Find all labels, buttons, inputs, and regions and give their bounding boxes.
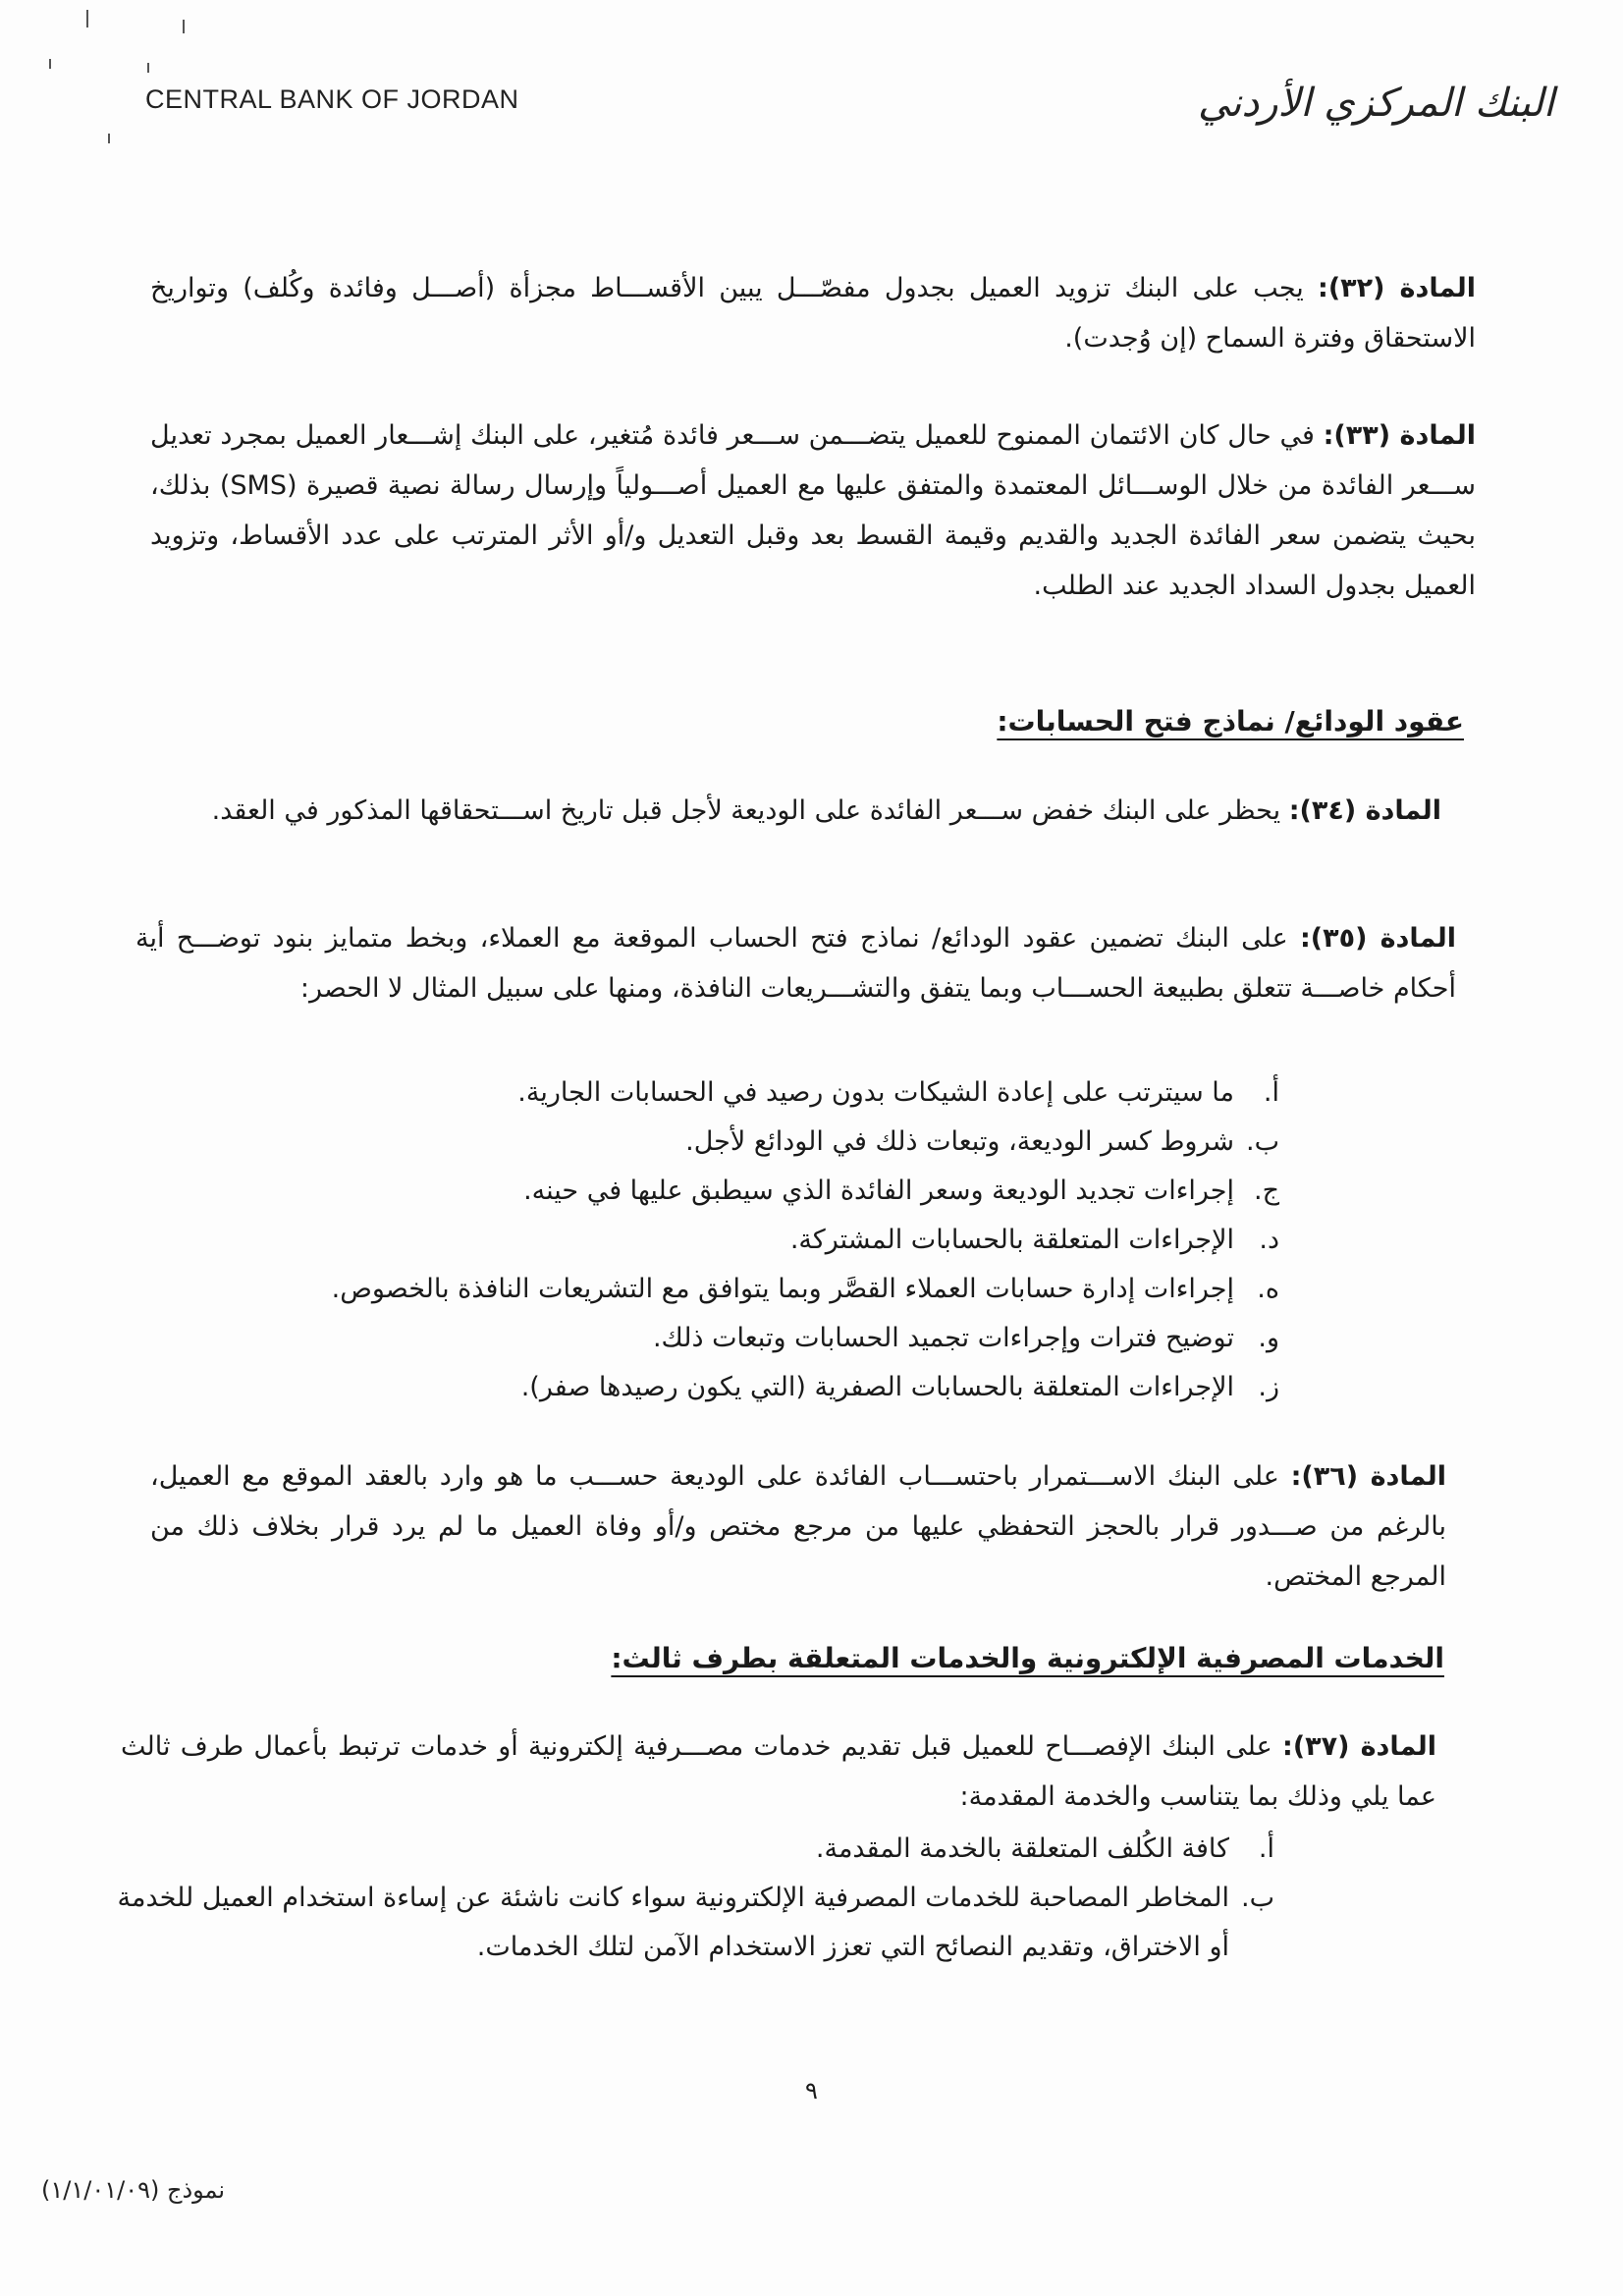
header-arabic-title: البنك المركزي الأردني <box>1197 81 1554 126</box>
list-item-text: إجراءات إدارة حسابات العملاء القصَّر وبما يتوافق مع التشريعات النافذة بالخصوص. <box>331 1274 1234 1304</box>
list-item <box>140 1363 1279 1412</box>
scan-mark <box>147 63 149 73</box>
list-item-text: ما سيترتب على إعادة الشيكات بدون رصيد في الحسابات الجارية. <box>517 1077 1234 1108</box>
article-label: المادة (٣٤): <box>1288 795 1441 826</box>
header-english-title: CENTRAL BANK OF JORDAN <box>145 84 519 114</box>
list-item-text: توضيح فترات وإجراءات تجميد الحسابات وتبعات ذلك. <box>652 1323 1234 1353</box>
article-label: المادة (٣٧): <box>1282 1731 1436 1762</box>
article-37 <box>121 1722 1436 1822</box>
list-item-text: شروط كسر الوديعة، وتبعات ذلك في الودائع لأجل. <box>685 1126 1234 1157</box>
page-number: ٩ <box>805 2077 818 2105</box>
scan-mark <box>108 134 110 143</box>
list-marker: أ. <box>1258 1833 1274 1864</box>
list-marker: د. <box>1259 1225 1279 1255</box>
scan-mark <box>86 10 88 27</box>
article-text: يحظر على البنك خفض ســـعر الفائدة على الوديعة لأجل قبل تاريخ اســـتحقاقها المذكور في العقد. <box>211 795 1281 826</box>
form-code: نموذج (١/١/٠١/٠٩) <box>41 2176 226 2204</box>
list-marker: ز. <box>1258 1372 1279 1402</box>
article-text: في حال كان الائتمان الممنوح للعميل يتضـــمن ســـعر فائدة مُتغير، على البنك إشـــعار العميل بمجرد تعديل ســـعر الفائدة من خلال الوســـائل المعتمدة والمتفق عليها مع العميل أصـــولياً وإرسال رسالة نصية قصيرة (SMS) بذلك، بحيث يتضمن سعر الفائدة الجديد والقديم وقيمة القسط بعد وقبل التعديل و/أو الأثر المترتب على عدد الأقساط، وتزويد العميل بجدول السداد الجديد عند الطلب. <box>150 420 1477 601</box>
article-text: على البنك تضمين عقود الودائع/ نماذج فتح الحساب الموقعة مع العملاء، وبخط متمايز بنود توضـــح أية أحكام خاصـــة تتعلق بطبيعة الحســـاب وبما يتفق والتشـــريعات النافذة، ومنها على سبيل المثال لا الحصر: <box>135 923 1456 1004</box>
article-37-list <box>111 1825 1274 1972</box>
section-title-electronic-services: الخدمات المصرفية الإلكترونية والخدمات المتعلقة بطرف ثالث: <box>611 1642 1444 1674</box>
list-marker: ج. <box>1253 1175 1279 1206</box>
list-marker: و. <box>1258 1323 1279 1353</box>
article-33 <box>150 410 1476 611</box>
scan-mark <box>183 20 185 33</box>
list-item-text: إجراءات تجديد الوديعة وسعر الفائدة الذي سيطبق عليها في حينه. <box>523 1175 1234 1206</box>
article-label: المادة (٣٢): <box>1318 273 1476 303</box>
article-text: على البنك الاســـتمرار باحتســـاب الفائدة على الوديعة حســـب ما هو وارد بالعقد الموقع مع العميل، بالرغم من صـــدور قرار بالحجز التحفظي عليها من مرجع مختص و/أو وفاة العميل ما لم يرد قرار بخلاف ذلك من المرجع المختص. <box>150 1461 1446 1592</box>
article-label: المادة (٣٥): <box>1300 923 1456 954</box>
article-34 <box>135 786 1441 836</box>
section-title-deposits: عقود الودائع/ نماذج فتح الحسابات: <box>997 705 1464 738</box>
list-item-text: كافة الكُلف المتعلقة بالخدمة المقدمة. <box>815 1833 1229 1864</box>
list-marker: أ. <box>1263 1077 1279 1108</box>
article-32 <box>150 263 1476 363</box>
list-item <box>140 1167 1279 1216</box>
article-35 <box>135 913 1456 1013</box>
article-label: المادة (٣٦): <box>1290 1461 1446 1492</box>
list-item <box>140 1216 1279 1265</box>
article-label: المادة (٣٣): <box>1323 420 1476 451</box>
list-item <box>111 1874 1274 1972</box>
list-item-text: الإجراءات المتعلقة بالحسابات المشتركة. <box>789 1225 1234 1255</box>
list-marker: ه. <box>1257 1274 1279 1304</box>
list-item <box>140 1118 1279 1167</box>
list-marker: ب. <box>1240 1883 1274 1913</box>
list-item-text: المخاطر المصاحبة للخدمات المصرفية الإلكترونية سواء كانت ناشئة عن إساءة استخدام العميل للخدمة أو الاختراق، وتقديم النصائح التي تعزز الاستخدام الآمن لتلك الخدمات. <box>117 1883 1229 1962</box>
list-marker: ب. <box>1245 1126 1279 1157</box>
list-item <box>140 1314 1279 1363</box>
list-item <box>140 1068 1279 1118</box>
list-item <box>111 1825 1274 1874</box>
list-item <box>140 1265 1279 1314</box>
scan-mark <box>49 59 51 69</box>
article-text: يجب على البنك تزويد العميل بجدول مفصّـــل يبين الأقســـاط مجزأة (أصـــل وفائدة وكُلف) وتواريخ الاستحقاق وفترة السماح (إن وُجدت). <box>150 273 1476 354</box>
article-text: على البنك الإفصـــاح للعميل قبل تقديم خدمات مصـــرفية إلكترونية أو خدمات ترتبط بأعمال طرف ثالث عما يلي وذلك بما يتناسب والخدمة المقدمة: <box>121 1731 1436 1812</box>
article-35-list <box>140 1068 1279 1412</box>
article-36 <box>150 1451 1446 1602</box>
list-item-text: الإجراءات المتعلقة بالحسابات الصفرية (التي يكون رصيدها صفر). <box>520 1372 1234 1402</box>
